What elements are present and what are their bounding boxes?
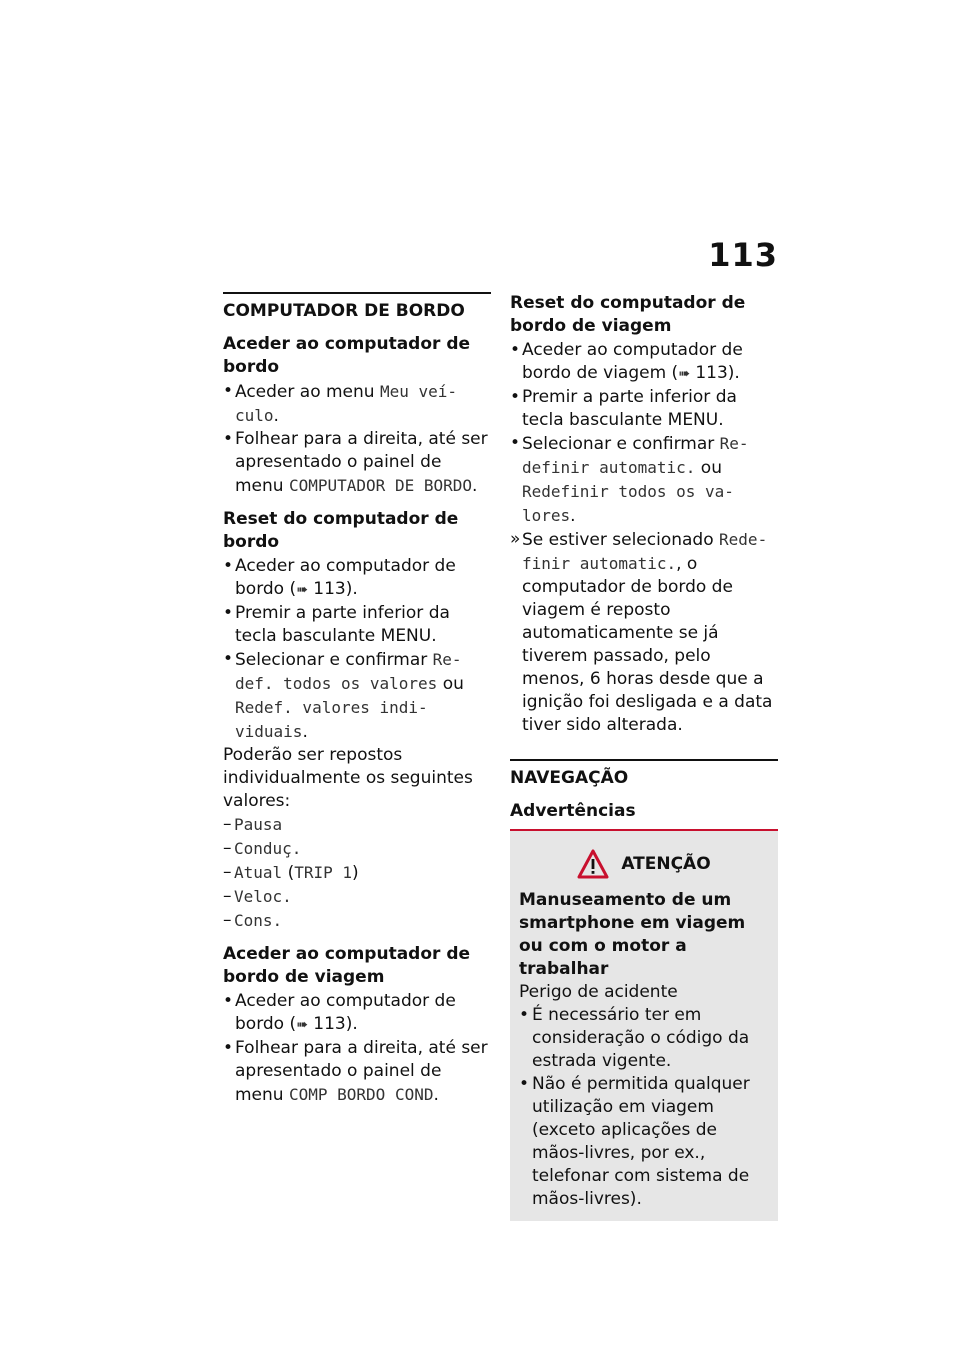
section-title-computador: COMPUTADOR DE BORDO <box>223 292 491 323</box>
list-item: – Cons. <box>223 909 491 933</box>
result-item: » Se estiver selecionado Rede-finir automatic., o computador de bordo de viagem é reposto automaticamente se já tiverem passado, pelo menos, 6 horas desde que a ignição foi desligada e a data tiver sido alterada. <box>510 528 778 737</box>
warning-triangle-icon <box>577 849 609 879</box>
reset-values <box>223 813 491 933</box>
warning-label: ATENÇÃO <box>621 853 711 874</box>
list-item: • Aceder ao computador de bordo (➠ 113). <box>223 555 491 602</box>
list-item: • Premir a parte inferior da tecla basculante MENU. <box>223 602 491 648</box>
warnings-title: Advertências <box>510 800 778 831</box>
warning-subtitle: Manuseamento de um smartphone em viagem ou com o motor a trabalhar <box>519 890 746 979</box>
menu-name: Meu veí-culo <box>235 382 458 425</box>
section-title-navegacao: NAVEGAÇÃO <box>510 759 778 790</box>
list-item: • Aceder ao menu Meu veí-culo. <box>223 380 491 428</box>
access-steps <box>223 380 491 498</box>
trip-steps <box>223 990 491 1107</box>
trip-reset-steps <box>510 339 778 528</box>
menu-option: Rede-finir automatic. <box>522 530 768 573</box>
page-ref-arrow-icon: ➠ <box>296 1017 308 1033</box>
warning-items <box>519 1004 769 1211</box>
reset-note: Poderão ser repostos individualmente os seguintes valores: <box>223 745 473 811</box>
list-item: – Conduç. <box>223 837 491 861</box>
menu-option: Re-def. todos os valores <box>235 650 462 693</box>
list-item: – Atual (TRIP 1) <box>223 861 491 885</box>
list-item: • Folhear para a direita, até ser apresentado o painel de menu COMP BORDO COND. <box>223 1037 491 1107</box>
left-column <box>223 292 491 1117</box>
menu-option: Redefinir todos os va-lores <box>522 482 734 525</box>
list-item: • Não é permitida qualquer utilização em viagem (exceto aplicações de mãos-livres, por ex., telefonar com sistema de mãos-livres). <box>519 1073 769 1211</box>
subsection-title-trip-reset: Reset do computador de bordo de viagem <box>510 293 746 336</box>
list-item: • Aceder ao computador de bordo (➠ 113). <box>223 990 491 1037</box>
trip-reset-result <box>510 528 778 737</box>
subsection-title-reset: Reset do computador de bordo <box>223 509 459 552</box>
page-ref-arrow-icon: ➠ <box>678 366 690 382</box>
menu-option: Re-definir automatic. <box>522 434 749 477</box>
warning-danger: Perigo de acidente <box>519 982 678 1002</box>
list-item: • Selecionar e confirmar Re-definir automatic. ou Redefinir todos os va-lores. <box>510 432 778 528</box>
menu-name: COMPUTADOR DE BORDO <box>288 476 473 495</box>
menu-option: Redef. valores indi-viduais <box>235 698 428 741</box>
list-item: • Folhear para a direita, até ser apresentado o painel de menu COMPUTADOR DE BORDO. <box>223 428 491 498</box>
page-ref-arrow-icon: ➠ <box>296 582 308 598</box>
menu-name: COMP BORDO COND <box>288 1085 434 1104</box>
list-item: – Pausa <box>223 813 491 837</box>
list-item: – Veloc. <box>223 885 491 909</box>
page-number: 113 <box>708 236 778 274</box>
right-column <box>510 292 778 1221</box>
subsection-title-trip: Aceder ao computador de bordo de viagem <box>223 944 471 987</box>
subsection-title-aceder: Aceder ao computador de bordo <box>223 334 471 377</box>
list-item: • Selecionar e confirmar Re-def. todos os valores ou Redef. valores indi-viduais. <box>223 648 491 744</box>
list-item: • É necessário ter em consideração o código da estrada vigente. <box>519 1004 769 1073</box>
list-item: • Aceder ao computador de bordo de viagem (➠ 113). <box>510 339 778 386</box>
reset-steps <box>223 555 491 744</box>
warning-box <box>510 831 778 1221</box>
warning-header <box>519 849 769 879</box>
list-item: • Premir a parte inferior da tecla basculante MENU. <box>510 386 778 432</box>
